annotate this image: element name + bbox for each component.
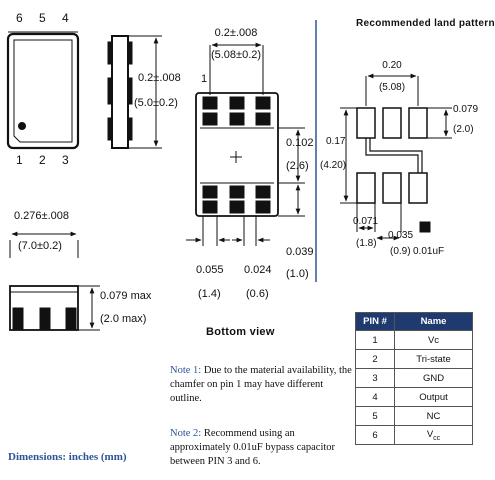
- side-height-mm: (5.0±0.2): [134, 97, 178, 109]
- pin-table-header-pin: PIN #: [356, 313, 395, 331]
- table-row: [356, 350, 473, 369]
- pin-number: 2: [356, 350, 395, 369]
- pin-label-5: 5: [39, 11, 46, 25]
- land-pad-h-in: 0.079: [453, 104, 479, 115]
- bottom-gap-in: 0.024: [244, 264, 272, 276]
- top-view-package: [8, 32, 78, 148]
- pin-name: Tri-state: [395, 350, 473, 369]
- table-row: [356, 407, 473, 426]
- pin-label-2: 2: [39, 153, 46, 167]
- bottom-pad-h-in: 0.102: [286, 137, 314, 149]
- side-height-in: 0.2±.008: [138, 72, 181, 84]
- bottom-pad-w-in: 0.055: [196, 264, 224, 276]
- profile-max-in: 0.079 max: [100, 290, 152, 302]
- pin-number: 5: [356, 407, 395, 426]
- bottom-edge-mm: (1.0): [286, 268, 309, 280]
- bottom-edge-in: 0.039: [286, 246, 314, 258]
- pin-label-6: 6: [16, 11, 23, 25]
- bottom-top-in: 0.2±.008: [214, 27, 258, 39]
- note-2: [170, 427, 352, 469]
- land-pad-w-in: 0.071: [353, 216, 379, 227]
- pin-table-header: [356, 313, 473, 331]
- pin-label-1: 1: [16, 153, 23, 167]
- pin-label-4: 4: [62, 11, 69, 25]
- profile-max-mm: (2.0 max): [100, 313, 147, 325]
- bottom-gap-mm: (0.6): [246, 288, 269, 300]
- pin-name: Vc: [395, 331, 473, 350]
- pin-number: 4: [356, 388, 395, 407]
- pin-name: [395, 426, 473, 445]
- note-1-heading: Note 1:: [170, 365, 202, 376]
- pin-number: 6: [356, 426, 395, 445]
- land-height-mm: (4.20): [320, 160, 347, 171]
- bottom-pad-h-mm: (2.6): [286, 160, 309, 172]
- bottom-view-label: Bottom view: [206, 326, 275, 338]
- land-height-in: 0.17: [326, 136, 346, 147]
- land-gap-mm: (0.9): [390, 246, 411, 257]
- land-pitch-in: 0.20: [382, 60, 402, 71]
- land-gap-in: 0.035: [388, 230, 414, 241]
- pin-name: Output: [395, 388, 473, 407]
- pin-name: NC: [395, 407, 473, 426]
- land-cap-label: 0.01uF: [413, 246, 445, 257]
- land-pad-h-mm: (2.0): [453, 124, 474, 135]
- table-row: [356, 369, 473, 388]
- note-2-text: Recommend using an approximately 0.01uF bypass capacitor between PIN 3 and 6.: [170, 428, 336, 467]
- pin-table-header-name: Name: [395, 313, 473, 331]
- pin-name-subscript: cc: [433, 434, 441, 442]
- side-view-package: [108, 36, 162, 148]
- profile-view-package: [10, 286, 100, 330]
- land-pad-w-mm: (1.8): [356, 238, 377, 249]
- note-2-heading: Note 2:: [170, 428, 202, 439]
- pin-number: 3: [356, 369, 395, 388]
- bottom-top-mm: (5.08±0.2): [210, 49, 262, 61]
- land-pitch-mm: (5.08): [378, 82, 406, 93]
- table-row: [356, 388, 473, 407]
- width-dim-mm: (7.0±0.2): [18, 240, 62, 252]
- bottom-pad-w-mm: (1.4): [198, 288, 221, 300]
- land-pattern-title: Recommended land pattern: [356, 18, 495, 29]
- dimensions-note: Dimensions: inches (mm): [8, 451, 127, 463]
- pin-name-base: V: [426, 428, 434, 440]
- bottom-pin1-label: 1: [201, 73, 208, 85]
- table-row: [356, 426, 473, 445]
- note-1: [170, 364, 352, 406]
- pin-label-3: 3: [62, 153, 69, 167]
- table-row: [356, 331, 473, 350]
- pin-name: GND: [395, 369, 473, 388]
- pin-table: [355, 312, 473, 445]
- land-pattern-drawing: [340, 76, 452, 238]
- width-dim-in: 0.276±.008: [14, 210, 69, 222]
- pin-number: 1: [356, 331, 395, 350]
- note-1-text: Due to the material availability, the chamfer on pin 1 may have different outline.: [170, 365, 352, 404]
